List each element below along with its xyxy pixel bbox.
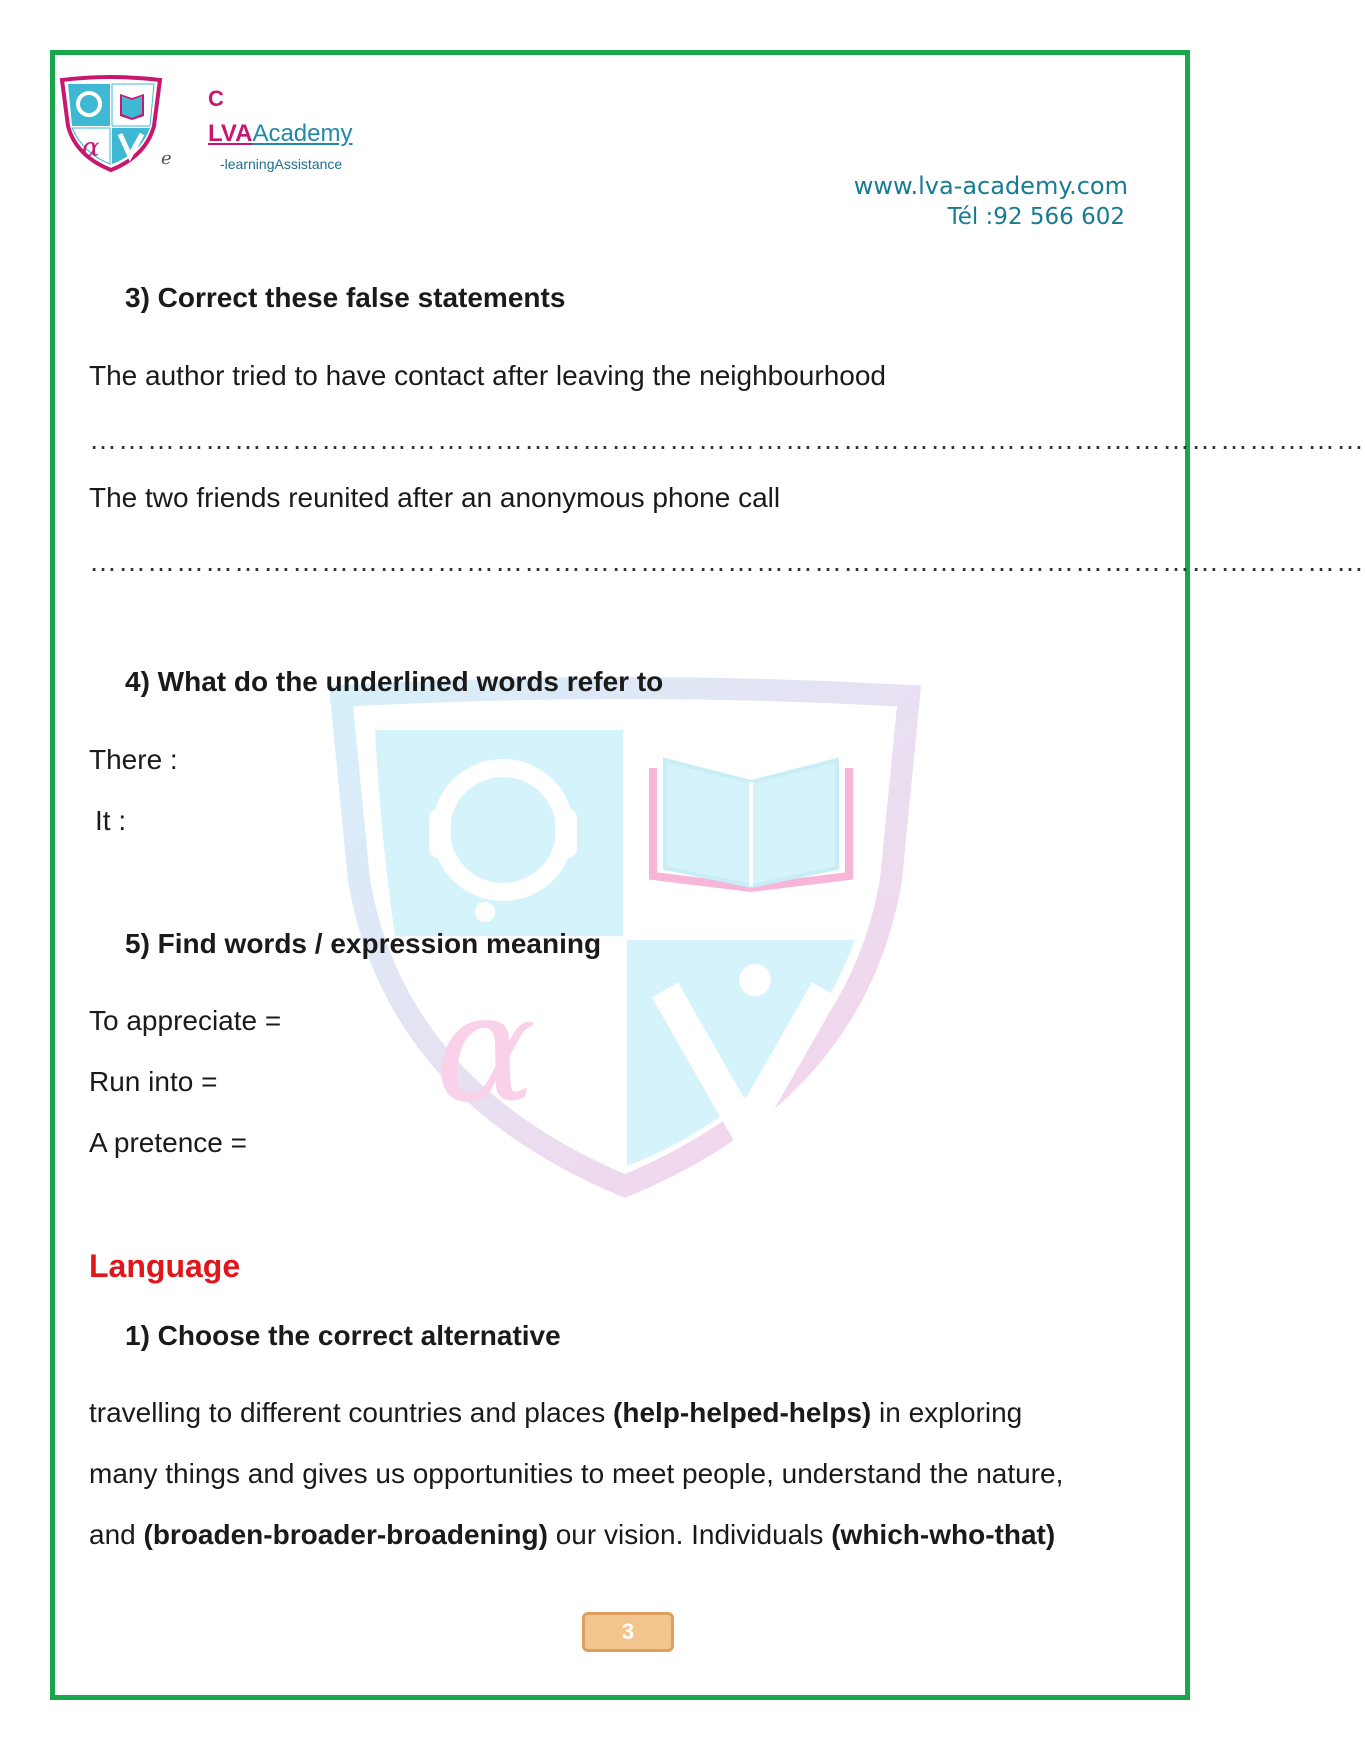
false-statement-1: The author tried to have contact after leaving the neighbourhood [89, 360, 886, 391]
logo-c-letter: C [208, 86, 224, 111]
text-run: in exploring [871, 1397, 1023, 1428]
refer-item-there: There : [89, 744, 178, 775]
answer-line-2[interactable]: …………………………………………………………………………………………………………………… [89, 546, 1365, 577]
language-q1-heading: 1) Choose the correct alternative [125, 1320, 561, 1351]
brand-academy: Academy [252, 120, 353, 147]
refer-item-it: It : [95, 805, 127, 836]
brand-name [208, 120, 352, 148]
academy-logo-shield [58, 76, 164, 172]
phone-number: Tél :92 566 602 [947, 204, 1125, 230]
language-title: Language [89, 1248, 241, 1284]
text-run: our vision. Individuals [547, 1519, 832, 1550]
option-which-who: (which-who-that) [831, 1519, 1056, 1550]
brand-tagline: -learningAssistance [220, 156, 343, 172]
meaning-item-run-into: Run into = [89, 1066, 218, 1097]
language-paragraph-line-1 [89, 1397, 1022, 1429]
section5-heading: 5) Find words / expression meaning [125, 928, 602, 959]
false-statement-2: The two friends reunited after an anonymous phone call [89, 482, 781, 513]
brand-lva: LVA [208, 120, 253, 147]
text-run: travelling to different countries and places [89, 1397, 614, 1428]
language-paragraph-line-3 [89, 1519, 1055, 1551]
section4-heading: 4) What do the underlined words refer to [125, 666, 664, 697]
page-number-badge: 3 [582, 1612, 674, 1652]
alpha-icon: α [435, 962, 537, 1136]
meaning-item-appreciate: To appreciate = [89, 1005, 282, 1036]
language-paragraph-line-2: many things and gives us opportunities to meet people, understand the nature, [89, 1458, 1064, 1489]
website-url[interactable]: www.lva-academy.com [853, 172, 1128, 200]
option-help: (help-helped-helps) [613, 1397, 872, 1428]
section3-heading: 3) Correct these false statements [125, 282, 566, 313]
text-run: and [89, 1519, 144, 1550]
svg-text:α: α [82, 133, 100, 163]
meaning-item-pretence: A pretence = [89, 1127, 248, 1158]
option-broaden: (broaden-broader-broadening) [143, 1519, 548, 1550]
answer-line-1[interactable]: …………………………………………………………………………………………………………………… [89, 424, 1365, 455]
logo-e-letter: e [161, 148, 172, 169]
